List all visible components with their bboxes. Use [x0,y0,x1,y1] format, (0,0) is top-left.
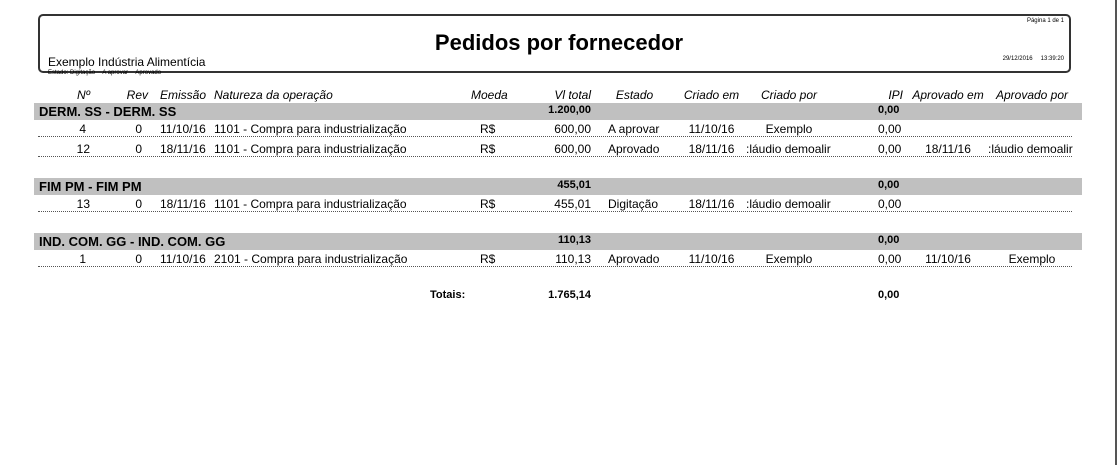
filter-label: Estado: Digitação [48,70,96,76]
row-ipi: 0,00 [878,142,902,156]
row-rev: 0 [135,142,142,156]
group-name: DERM. SS - DERM. SS [39,104,177,119]
col-criado-por: Criado por [760,88,818,102]
row-estado: Aprovado [608,252,660,266]
row-criado-por: :láudio demoalir [746,197,831,211]
row-moeda: R$ [480,122,496,136]
row-ipi: 0,00 [878,122,902,136]
row-divider [38,266,1072,267]
row-rev: 0 [135,197,142,211]
row-divider [38,211,1072,212]
row-moeda: R$ [480,142,496,156]
group-vl-total: 1.200,00 [548,104,591,116]
row-emissao: 18/11/16 [160,142,206,156]
group-name: IND. COM. GG - IND. COM. GG [39,234,226,249]
row-aprovado-por: Exemplo [1008,252,1056,266]
row-criado-em: 18/11/16 [688,142,735,156]
row-aprovado-por: :láudio demoalir [988,142,1073,156]
col-rev: Rev [126,88,148,102]
row-num: 12 [76,142,90,156]
row-vl-total: 110,13 [555,252,591,266]
company-name: Exemplo Indústria Alimentícia [48,55,206,69]
row-natureza: 1101 - Compra para industrialização [214,142,407,156]
row-natureza: 1101 - Compra para industrialização [214,122,407,136]
col-natureza: Natureza da operação [214,88,333,102]
row-moeda: R$ [480,197,496,211]
row-emissao: 18/11/16 [160,197,206,211]
row-emissao: 11/10/16 [160,252,206,266]
group-name: FIM PM - FIM PM [39,179,142,194]
row-emissao: 11/10/16 [160,122,206,136]
row-estado: A aprovar [608,122,660,136]
report-datetime [1003,56,1064,62]
state-filters [48,70,167,76]
row-aprovado-em: 18/11/16 [925,142,971,156]
row-num: 13 [76,197,90,211]
group-vl-total: 455,01 [557,179,591,191]
page-right-border [1115,0,1117,465]
row-moeda: R$ [480,252,496,266]
col-aprovado-em: Aprovado em [912,88,984,102]
col-criado-em: Criado em [683,88,740,102]
row-criado-por: Exemplo [765,252,813,266]
filter-value: Aprovado [135,70,162,76]
row-aprovado-em: 11/10/16 [925,252,971,266]
row-criado-por: Exemplo [765,122,813,136]
row-divider [38,156,1072,157]
row-natureza: 1101 - Compra para industrialização [214,197,407,211]
row-estado: Aprovado [608,142,660,156]
col-estado: Estado [615,88,654,102]
row-rev: 0 [135,252,142,266]
group-ipi: 0,00 [878,234,900,246]
row-vl-total: 600,00 [554,142,591,156]
totals-vl-total: 1.765,14 [548,289,591,301]
col-emissao: Emissão [160,88,207,102]
totals-ipi: 0,00 [878,289,900,301]
report-title: Pedidos por fornecedor [434,30,684,55]
row-rev: 0 [135,122,142,136]
row-criado-em: 11/10/16 [688,252,735,266]
page-info: Página 1 de 1 [1026,18,1064,24]
row-criado-em: 11/10/16 [688,122,735,136]
group-ipi: 0,00 [878,179,900,191]
group-ipi: 0,00 [878,104,900,116]
row-criado-por: :láudio demoalir [746,142,831,156]
col-moeda: Moeda [471,88,508,102]
row-vl-total: 600,00 [554,122,591,136]
row-natureza: 2101 - Compra para industrialização [214,252,408,266]
group-vl-total: 110,13 [557,234,591,246]
row-ipi: 0,00 [878,252,902,266]
filter-value: A aprovar [102,70,129,76]
row-num: 4 [79,122,86,136]
col-ipi: IPI [888,88,903,102]
row-criado-em: 18/11/16 [688,197,735,211]
totals-label: Totais: [430,289,466,301]
row-ipi: 0,00 [878,197,902,211]
row-num: 1 [79,252,86,266]
row-estado: Digitação [608,197,659,211]
report-date: 29/12/2016 [1002,56,1033,62]
row-divider [38,136,1072,137]
col-aprovado-por: Aprovado por [995,88,1069,102]
col-vl-total: Vl total [554,88,591,102]
col-num: Nº [76,88,90,102]
row-vl-total: 455,01 [554,197,591,211]
report-time: 13:39:20 [1040,56,1064,62]
